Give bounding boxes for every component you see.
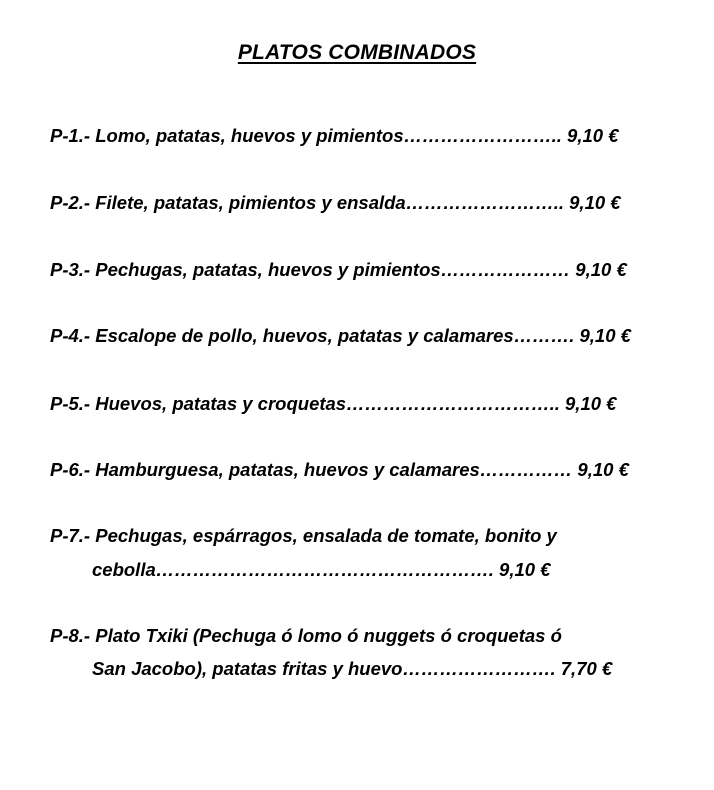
menu-item-p3: P-3.- Pechugas, patatas, huevos y pimientos………………… 9,10 € bbox=[50, 259, 627, 280]
menu-item-p5: P-5.- Huevos, patatas y croquetas…………………………….. 9,10 € bbox=[50, 393, 617, 414]
menu-item-p4: P-4.- Escalope de pollo, huevos, patatas y calamares………. 9,10 € bbox=[50, 325, 631, 346]
page-title: PLATOS COMBINADOS bbox=[237, 41, 477, 64]
menu-item-p8-line2: San Jacobo), patatas fritas y huevo……………………. 7,70 € bbox=[92, 658, 613, 679]
menu-item-p6: P-6.- Hamburguesa, patatas, huevos y calamares…………… 9,10 € bbox=[50, 459, 629, 480]
menu-item-p2: P-2.- Filete, patatas, pimientos y ensalda…………………….. 9,10 € bbox=[50, 192, 621, 213]
menu-item-p1: P-1.- Lomo, patatas, huevos y pimientos…………………….. 9,10 € bbox=[50, 125, 619, 146]
menu-item-p7-line1: P-7.- Pechugas, espárragos, ensalada de tomate, bonito y bbox=[50, 525, 557, 546]
menu-item-p8-line1: P-8.- Plato Txiki (Pechuga ó lomo ó nuggets ó croquetas ó bbox=[50, 625, 562, 646]
menu-item-p7-line2: cebolla………………………………………………. 9,10 € bbox=[92, 559, 551, 580]
